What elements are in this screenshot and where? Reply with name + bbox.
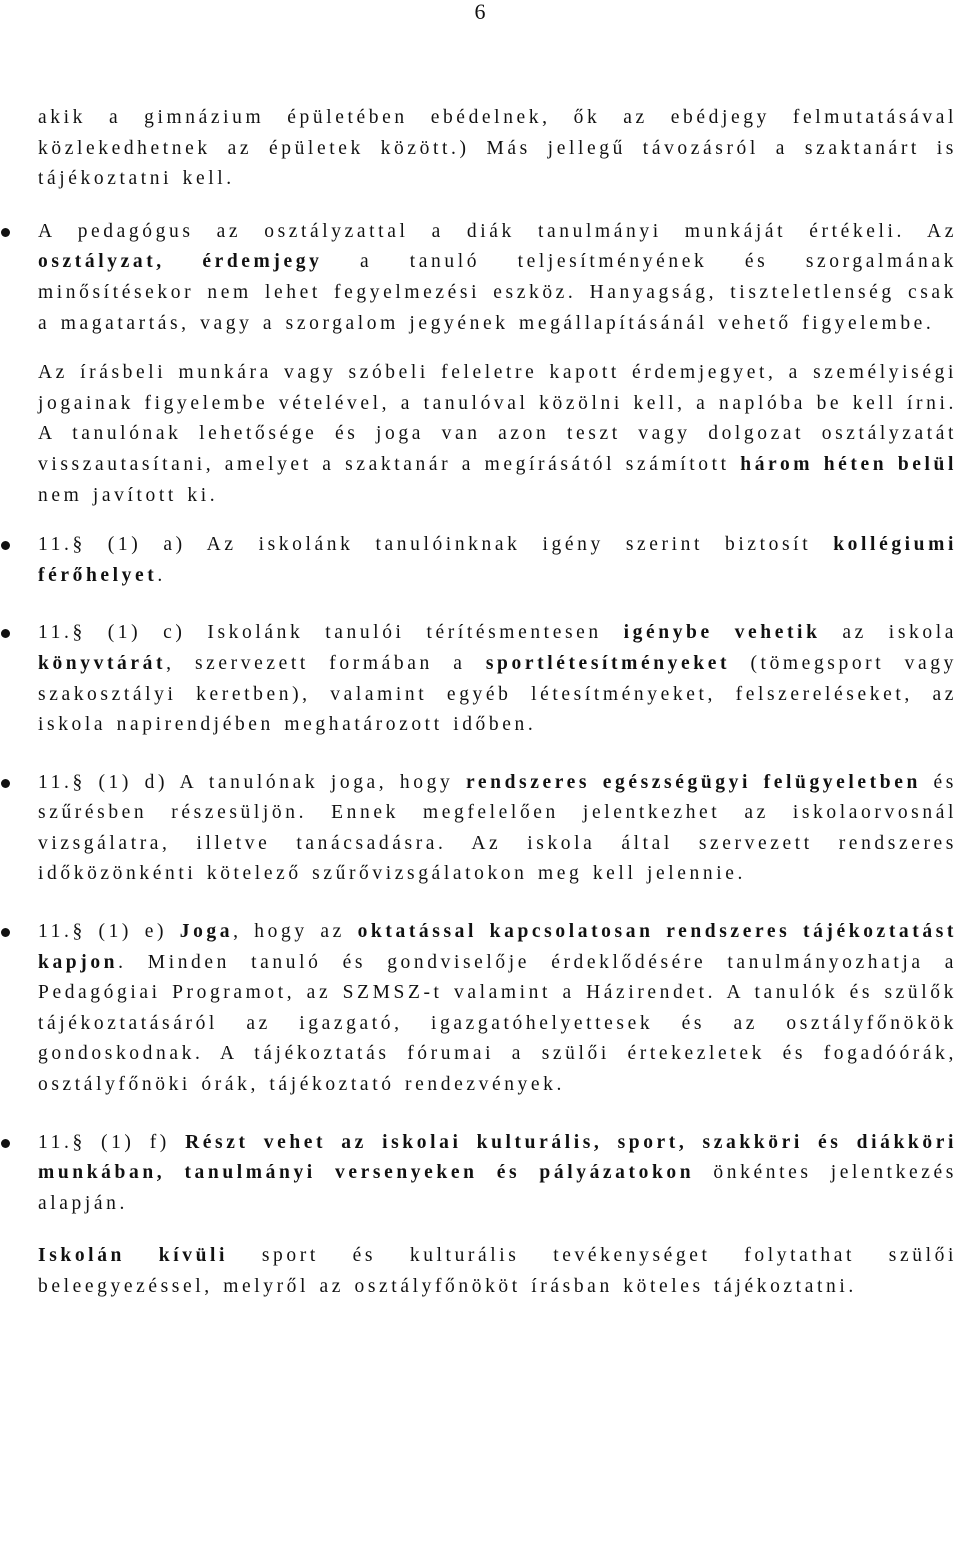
bold-text: rendszeres egészségügyi felügyeletben bbox=[465, 771, 921, 793]
text-run: akik a gimnázium épületében ebédelnek, ők az ebédjegy felmutatásával közlekedhetnek az épületek között.) Más jellegű távozásról a szaktanárt is tájékoztatni kell. bbox=[38, 107, 957, 190]
paragraph-p6 bbox=[38, 768, 957, 890]
bullet-icon bbox=[1, 629, 10, 638]
text-run: a tanuló teljesítményének és szorgalmának minősítésekor nem lehet fegyelmezési eszköz. Hanyagság, tiszteletlenség csak a magatartás, vagy a szorgalom jegyének megállapításánál vehető figyelembe. bbox=[38, 251, 957, 334]
bold-text: három héten belül bbox=[740, 453, 957, 475]
bullet-item-health bbox=[38, 768, 957, 890]
text-run: 11.§ (1) d) A tanulónak joga, hogy bbox=[38, 771, 466, 793]
paragraph-p1 bbox=[38, 103, 957, 195]
bold-text: Iskolán kívüli bbox=[38, 1245, 229, 1267]
bold-text: Részt vehet az iskolai kulturális, sport, szakköri és diákköri munkában, tanulmányi versenyeken és pályázatokon bbox=[38, 1131, 957, 1184]
bullet-icon bbox=[1, 1139, 10, 1148]
text-run: Az írásbeli munkára vagy szóbeli feleletre kapott érdemjegyet, a személyiségi jogainak figyelembe vételével, a tanulóval közölni kell, a naplóba be kell írni. A tanulónak lehetősége és joga van azon teszt vagy dolgozat osztályzatát visszautasítani, amelyet a szaktanár a megírásától számított bbox=[38, 362, 957, 475]
bullet-item-grading bbox=[38, 217, 957, 339]
bold-text: Joga bbox=[179, 921, 234, 943]
text-run: (tömegsport vagy szakosztályi keretben), valamint egyéb létesítményeket, felszereléseket, az iskola napirendjében meghatározott időben. bbox=[38, 652, 957, 736]
bullet-icon bbox=[1, 928, 10, 937]
bullet-item-dormitory bbox=[38, 530, 957, 591]
bold-text: oktatással kapcsolatosan rendszeres tájékoztatást kapjon bbox=[38, 921, 957, 973]
bold-text: sportlétesítményeket bbox=[485, 652, 731, 674]
paragraph-p2 bbox=[38, 217, 957, 339]
text-run: az iskola bbox=[820, 622, 957, 644]
text-run: A pedagógus az osztályzattal a diák tanulmányi munkáját értékeli. Az bbox=[38, 220, 957, 242]
bullet-icon bbox=[1, 541, 10, 550]
text-run: 11.§ (1) f) bbox=[38, 1131, 186, 1153]
bullet-icon bbox=[1, 779, 10, 788]
text-run: , hogy az bbox=[233, 921, 358, 943]
paragraph-p7 bbox=[38, 917, 957, 1101]
text-run: 11.§ (1) c) Iskolánk tanulói térítésmentesen bbox=[38, 622, 624, 644]
text-run: . Minden tanuló és gondviselője érdeklődésére tanulmányozhatja a Pedagógiai Programot, az SZMSZ-t valamint a Házirendet. A tanulók és szülők tájékoztatásáról az igazgató, igazgatóhelyettesek és az osztályfőnökök gondoskodnak. A tájékoztatás fórumai a szülői értekezletek és fogadóórák, osztályfőnöki órák, tájékoztató rendezvények. bbox=[38, 951, 957, 1096]
text-run: 11.§ (1) e) bbox=[38, 921, 180, 943]
paragraph-p9 bbox=[38, 1241, 957, 1302]
bold-text: kollégiumi férőhelyet bbox=[38, 534, 957, 586]
bullet-item-activities bbox=[38, 1128, 957, 1220]
bold-text: osztályzat, érdemjegy bbox=[38, 251, 323, 273]
text-run: sport és kulturális tevékenységet folytathat szülői beleegyezéssel, melyről az osztályfőnököt írásban köteles tájékoztatni. bbox=[38, 1245, 957, 1297]
bold-text: igénybe vehetik bbox=[623, 622, 821, 644]
text-run: nem javított ki. bbox=[38, 484, 219, 506]
text-run: 11.§ (1) a) Az iskolánk tanulóinknak igény szerint biztosít bbox=[38, 534, 834, 556]
bullet-item-information bbox=[38, 917, 957, 1101]
text-run: . bbox=[157, 564, 166, 586]
bullet-item-facilities bbox=[38, 618, 957, 740]
paragraph-p4 bbox=[38, 530, 957, 591]
bullet-icon bbox=[1, 228, 10, 237]
paragraph-p8 bbox=[38, 1128, 957, 1220]
text-run: , szervezett formában a bbox=[166, 652, 486, 674]
page-number: 6 bbox=[474, 0, 486, 24]
paragraph-p5 bbox=[38, 618, 957, 740]
text-run: önkéntes jelentkezés alapján. bbox=[38, 1162, 957, 1214]
bold-text: könyvtárát bbox=[38, 652, 167, 674]
document-body bbox=[38, 103, 957, 1303]
paragraph-p3 bbox=[38, 358, 957, 511]
text-run: és szűrésben részesüljön. Ennek megfelelően jelentkezhet az iskolaorvosnál vizsgálatra, illetve tanácsadásra. Az iskola által szervezett rendszeres időközönkénti kötelező szűrővizsgálatokon meg kell jelennie. bbox=[38, 771, 957, 885]
